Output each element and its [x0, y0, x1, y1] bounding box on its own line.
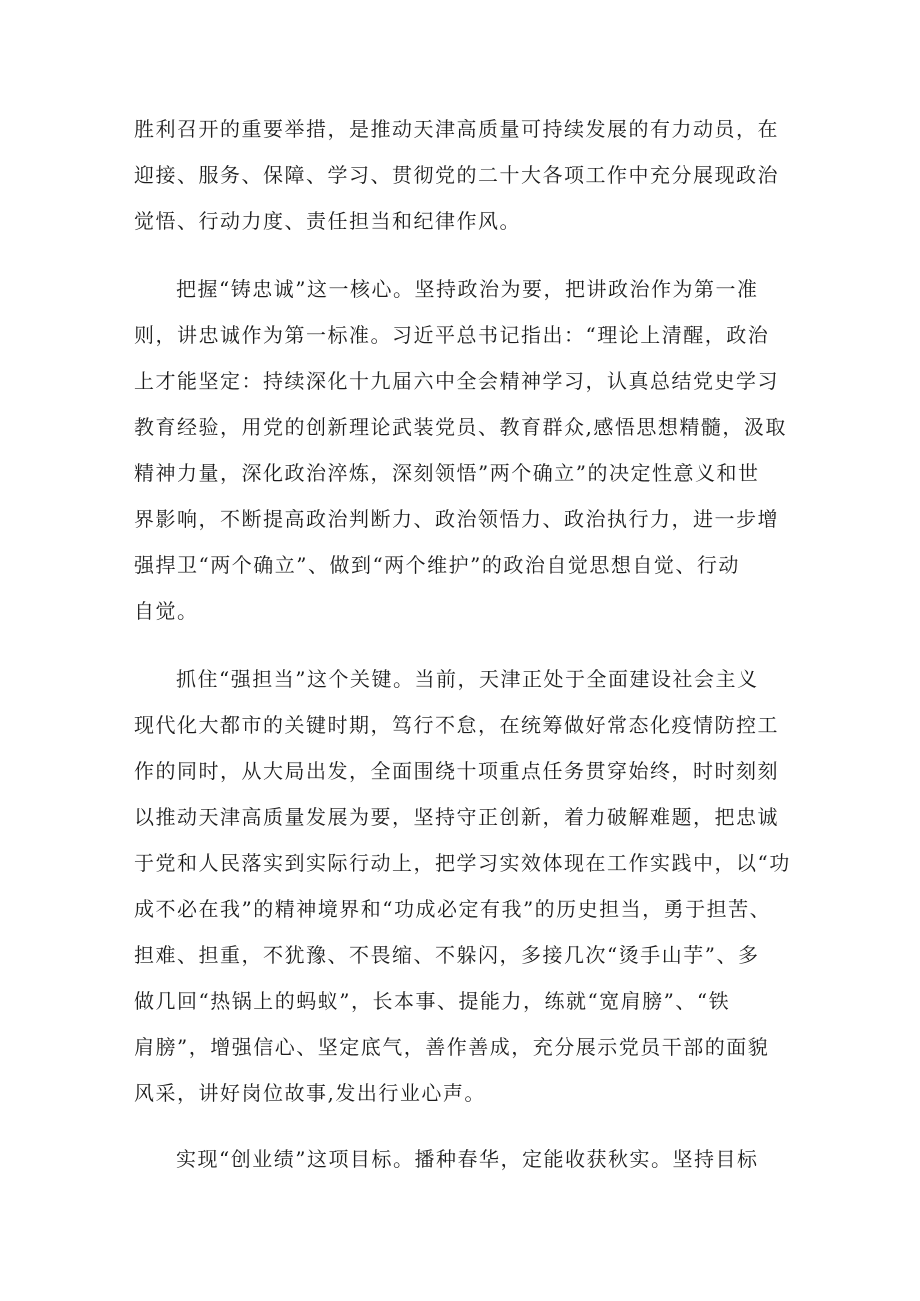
paragraph-3-line-10: 风采，讲好岗位故事,发出行业心声。	[134, 1081, 486, 1105]
paragraph-2-line-7: 强捍卫“两个确立”、做到“两个维护”的政治自觉思想自觉、行动	[134, 553, 740, 577]
paragraph-2-line-6: 界影响，不断提高政治判断力、政治领悟力、政治执行力，进一步增	[134, 507, 779, 531]
paragraph-2-line-8: 自觉。	[134, 599, 199, 623]
paragraph-2-line-1: 把握“铸忠诚”这一核心。坚持政治为要，把讲政治作为第一准	[176, 277, 759, 301]
paragraph-2-line-2: 则，讲忠诚作为第一标准。习近平总书记指出：“理论上清醒，政治	[134, 323, 770, 347]
paragraph-1-line-3: 觉悟、行动力度、责任担当和纪律作风。	[134, 209, 521, 233]
paragraph-2-line-3: 上才能坚定：持续深化十九届六中全会精神学习，认真总结党史学习	[134, 369, 779, 393]
paragraph-3-line-3: 作的同时，从大局出发，全面围绕十项重点任务贯穿始终，时时刻刻	[134, 759, 779, 783]
paragraph-3-line-7: 担难、担重，不犹豫、不畏缩、不躲闪，多接几次“烫手山芋”、多	[134, 943, 760, 967]
paragraph-3-line-2: 现代化大都市的关键时期，笃行不怠，在统筹做好常态化疫情防控工	[134, 713, 779, 737]
paragraph-3-line-8: 做几回“热锅上的蚂蚁”，长本事、提能力，练就“宽肩膀”、“铁	[134, 989, 731, 1013]
paragraph-3-line-1: 抓住“强担当”这个关键。当前，天津正处于全面建设社会主义	[176, 667, 759, 691]
paragraph-3-line-5: 于党和人民落实到实际行动上，把学习实效体现在工作实践中，以“功	[134, 851, 791, 875]
paragraph-4-line-1: 实现“创业绩”这项目标。播种春华，定能收获秋实。坚持目标	[176, 1147, 759, 1171]
paragraph-3-line-4: 以推动天津高质量发展为要，坚持守正创新，着力破解难题，把忠诚	[134, 805, 779, 829]
paragraph-3-line-9: 肩膀”，增强信心、坚定底气，善作善成，充分展示党员干部的面貌	[134, 1035, 770, 1059]
paragraph-3-line-6: 成不必在我”的精神境界和“功成必定有我”的历史担当，勇于担苦、	[134, 897, 772, 921]
paragraph-2-line-5: 精神力量，深化政治淬炼，深刻领悟”两个确立”的决定性意义和世	[134, 461, 760, 485]
paragraph-1-line-2: 迎接、服务、保障、学习、贯彻党的二十大各项工作中充分展现政治	[134, 163, 779, 187]
paragraph-2-line-4: 教育经验，用党的创新理论武装党员、教育群众,感悟思想精髓，汲取	[134, 415, 787, 439]
paragraph-1-line-1: 胜利召开的重要举措，是推动天津高质量可持续发展的有力动员，在	[134, 117, 779, 141]
